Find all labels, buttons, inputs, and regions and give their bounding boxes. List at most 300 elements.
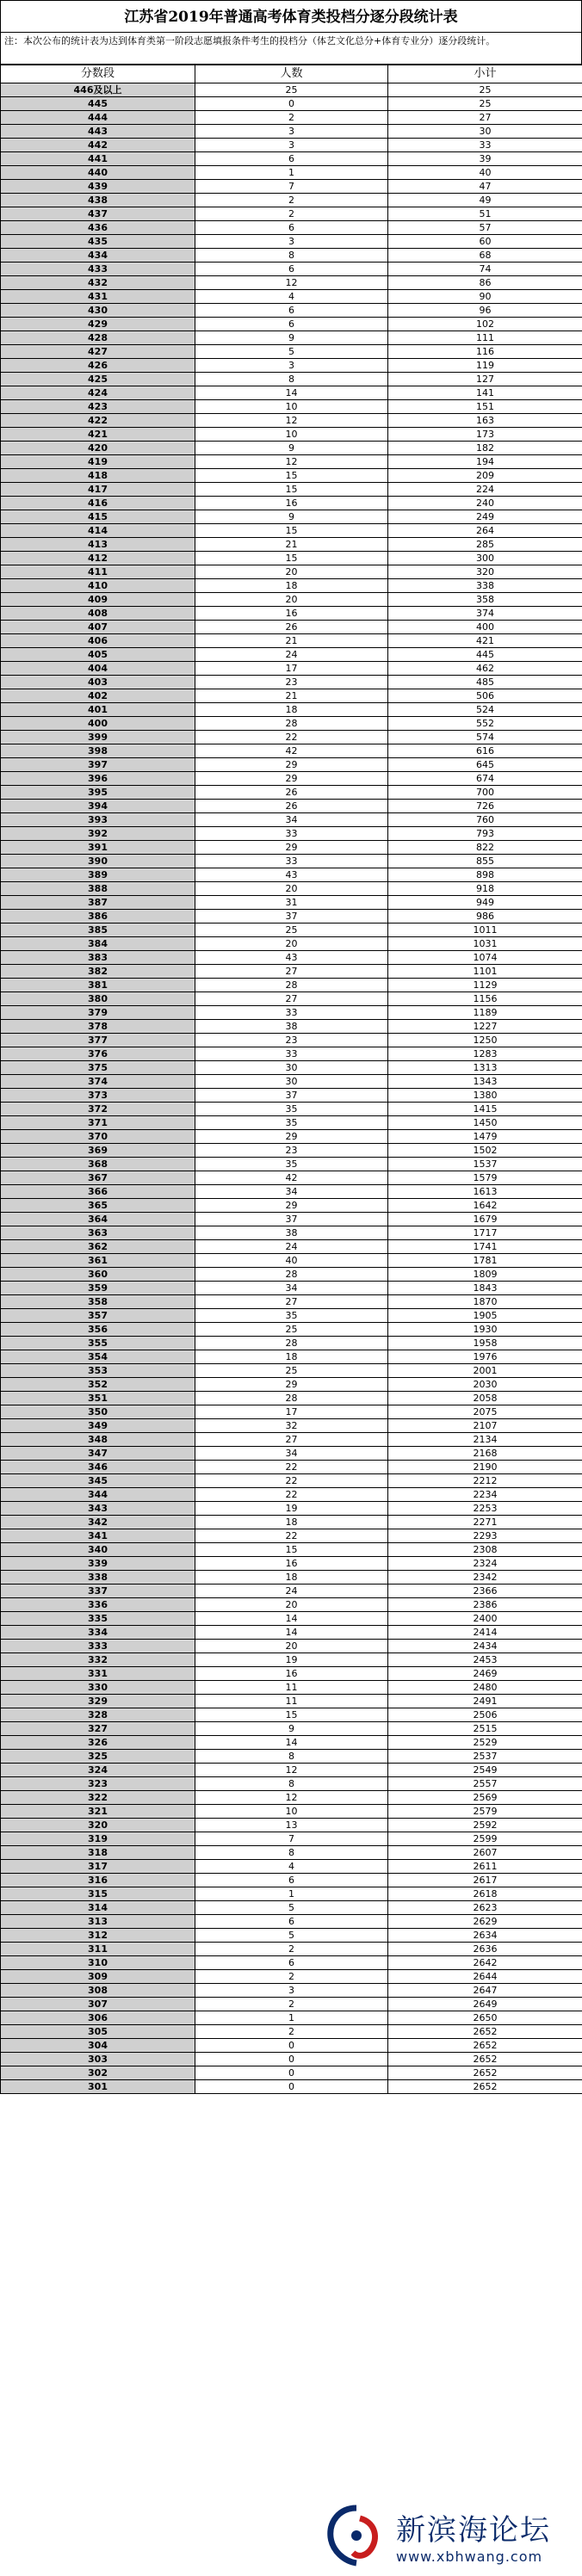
subtotal-cell: 182 [388,442,582,455]
table-row [1,400,582,414]
count-cell: 4 [195,1860,388,1874]
score-cell: 349 [1,1419,195,1433]
subtotal-cell: 90 [388,290,582,304]
table-row [1,1337,582,1350]
count-cell: 28 [195,979,388,992]
subtotal-cell: 2253 [388,1502,582,1516]
score-cell: 412 [1,552,195,565]
score-cell: 384 [1,937,195,951]
score-cell: 406 [1,634,195,648]
count-cell: 20 [195,565,388,579]
subtotal-cell: 1283 [388,1047,582,1061]
score-cell: 428 [1,331,195,345]
count-cell: 29 [195,1378,388,1392]
count-cell: 25 [195,1364,388,1378]
table-row [1,318,582,331]
score-cell: 418 [1,469,195,483]
score-cell: 371 [1,1116,195,1130]
subtotal-cell: 2617 [388,1874,582,1887]
subtotal-cell: 2642 [388,1956,582,1970]
table-row [1,1516,582,1529]
score-cell: 417 [1,483,195,497]
score-cell: 315 [1,1887,195,1901]
score-cell: 341 [1,1529,195,1543]
count-cell: 5 [195,1901,388,1915]
count-cell: 6 [195,263,388,276]
score-cell: 408 [1,607,195,621]
subtotal-cell: 2650 [388,2011,582,2025]
table-row [1,1116,582,1130]
count-cell: 6 [195,304,388,318]
table-row [1,386,582,400]
subtotal-cell: 1031 [388,937,582,951]
score-cell: 407 [1,621,195,634]
subtotal-cell: 111 [388,331,582,345]
subtotal-cell: 2001 [388,1364,582,1378]
subtotal-cell: 2515 [388,1722,582,1736]
subtotal-cell: 2434 [388,1640,582,1653]
subtotal-cell: 2324 [388,1557,582,1571]
header-score: 分数段 [1,65,195,83]
subtotal-cell: 25 [388,97,582,111]
table-row [1,1929,582,1943]
count-cell: 12 [195,1791,388,1805]
count-cell: 10 [195,428,388,442]
subtotal-cell: 2107 [388,1419,582,1433]
count-cell: 5 [195,345,388,359]
table-row [1,1309,582,1323]
score-cell: 317 [1,1860,195,1874]
subtotal-cell: 1479 [388,1130,582,1144]
count-cell: 25 [195,83,388,97]
subtotal-cell: 1156 [388,992,582,1006]
score-cell: 333 [1,1640,195,1653]
count-cell: 0 [195,2080,388,2094]
count-cell: 43 [195,868,388,882]
table-row [1,1199,582,1213]
score-cell: 374 [1,1075,195,1089]
score-cell: 332 [1,1653,195,1667]
subtotal-cell: 400 [388,621,582,634]
subtotal-cell: 1537 [388,1158,582,1171]
score-cell: 367 [1,1171,195,1185]
table-row [1,1061,582,1075]
count-cell: 5 [195,1929,388,1943]
score-cell: 400 [1,717,195,731]
subtotal-cell: 2644 [388,1970,582,1984]
table-row [1,1598,582,1612]
table-row [1,992,582,1006]
table-row [1,1213,582,1226]
score-cell: 330 [1,1681,195,1695]
table-row [1,1653,582,1667]
score-table [0,65,582,2094]
subtotal-cell: 421 [388,634,582,648]
count-cell: 3 [195,235,388,249]
count-cell: 2 [195,1970,388,1984]
subtotal-cell: 40 [388,166,582,180]
score-cell: 344 [1,1488,195,1502]
subtotal-cell: 2529 [388,1736,582,1750]
count-cell: 15 [195,552,388,565]
table-row [1,538,582,552]
count-cell: 34 [195,1447,388,1461]
count-cell: 37 [195,910,388,924]
score-cell: 427 [1,345,195,359]
score-cell: 387 [1,896,195,910]
subtotal-cell: 1250 [388,1034,582,1047]
subtotal-cell: 151 [388,400,582,414]
score-cell: 343 [1,1502,195,1516]
table-row [1,1722,582,1736]
subtotal-cell: 1227 [388,1020,582,1034]
subtotal-cell: 986 [388,910,582,924]
count-cell: 12 [195,276,388,290]
table-row [1,731,582,744]
score-cell: 434 [1,249,195,263]
table-row [1,676,582,689]
subtotal-cell: 2469 [388,1667,582,1681]
table-row [1,345,582,359]
table-row [1,910,582,924]
score-cell: 366 [1,1185,195,1199]
table-row [1,648,582,662]
subtotal-cell: 2308 [388,1543,582,1557]
score-cell: 361 [1,1254,195,1268]
table-row [1,951,582,965]
score-cell: 352 [1,1378,195,1392]
count-cell: 29 [195,1199,388,1213]
subtotal-cell: 68 [388,249,582,263]
subtotal-cell: 2400 [388,1612,582,1626]
score-cell: 382 [1,965,195,979]
count-cell: 20 [195,882,388,896]
score-cell: 379 [1,1006,195,1020]
table-row [1,1364,582,1378]
table-row [1,1585,582,1598]
subtotal-cell: 552 [388,717,582,731]
score-cell: 316 [1,1874,195,1887]
score-cell: 445 [1,97,195,111]
table-row [1,1461,582,1474]
count-cell: 33 [195,1047,388,1061]
count-cell: 8 [195,249,388,263]
count-cell: 26 [195,621,388,634]
table-row [1,1323,582,1337]
score-cell: 339 [1,1557,195,1571]
score-cell: 356 [1,1323,195,1337]
score-cell: 303 [1,2053,195,2066]
subtotal-cell: 1741 [388,1240,582,1254]
score-cell: 399 [1,731,195,744]
count-cell: 18 [195,1350,388,1364]
score-cell: 322 [1,1791,195,1805]
table-row [1,1860,582,1874]
subtotal-cell: 1930 [388,1323,582,1337]
score-cell: 347 [1,1447,195,1461]
table-row [1,139,582,152]
subtotal-cell: 2030 [388,1378,582,1392]
table-row [1,786,582,800]
table-row [1,1405,582,1419]
table-row [1,965,582,979]
count-cell: 37 [195,1213,388,1226]
table-row [1,800,582,813]
score-cell: 326 [1,1736,195,1750]
table-row [1,1240,582,1254]
count-cell: 20 [195,1640,388,1653]
table-row [1,1034,582,1047]
count-cell: 8 [195,1777,388,1791]
score-cell: 423 [1,400,195,414]
score-cell: 327 [1,1722,195,1736]
count-cell: 2 [195,2025,388,2039]
table-row [1,442,582,455]
count-cell: 24 [195,1585,388,1598]
table-row [1,221,582,235]
table-row [1,937,582,951]
score-cell: 328 [1,1708,195,1722]
table-row [1,1282,582,1295]
count-cell: 16 [195,1667,388,1681]
count-cell: 19 [195,1653,388,1667]
table-row [1,2066,582,2080]
count-cell: 28 [195,1268,388,1282]
table-row [1,1020,582,1034]
table-row [1,1695,582,1708]
score-cell: 446及以上 [1,83,195,97]
table-row [1,1543,582,1557]
subtotal-cell: 2480 [388,1681,582,1695]
score-cell: 405 [1,648,195,662]
table-row [1,1708,582,1722]
table-row [1,263,582,276]
subtotal-cell: 240 [388,497,582,510]
subtotal-cell: 2611 [388,1860,582,1874]
table-row [1,1144,582,1158]
table-row [1,428,582,442]
table-row [1,896,582,910]
score-cell: 355 [1,1337,195,1350]
subtotal-cell: 2579 [388,1805,582,1819]
score-cell: 378 [1,1020,195,1034]
count-cell: 29 [195,841,388,855]
count-cell: 35 [195,1116,388,1130]
subtotal-cell: 2652 [388,2025,582,2039]
score-cell: 369 [1,1144,195,1158]
subtotal-cell: 2652 [388,2080,582,2094]
table-row [1,180,582,194]
count-cell: 40 [195,1254,388,1268]
table-row [1,1943,582,1956]
subtotal-cell: 1450 [388,1116,582,1130]
count-cell: 27 [195,965,388,979]
score-cell: 365 [1,1199,195,1213]
subtotal-cell: 674 [388,772,582,786]
count-cell: 34 [195,1282,388,1295]
count-cell: 0 [195,97,388,111]
subtotal-cell: 616 [388,744,582,758]
score-cell: 393 [1,813,195,827]
subtotal-cell: 2058 [388,1392,582,1405]
count-cell: 33 [195,855,388,868]
count-cell: 2 [195,1998,388,2011]
score-cell: 350 [1,1405,195,1419]
subtotal-cell: 2342 [388,1571,582,1585]
count-cell: 10 [195,400,388,414]
table-row [1,111,582,125]
subtotal-cell: 822 [388,841,582,855]
score-cell: 431 [1,290,195,304]
table-row [1,703,582,717]
score-cell: 334 [1,1626,195,1640]
count-cell: 35 [195,1309,388,1323]
table-row [1,1130,582,1144]
table-row [1,1736,582,1750]
score-cell: 353 [1,1364,195,1378]
count-cell: 29 [195,772,388,786]
score-cell: 436 [1,221,195,235]
table-row [1,1075,582,1089]
score-cell: 337 [1,1585,195,1598]
table-row [1,868,582,882]
subtotal-cell: 1415 [388,1103,582,1116]
table-row [1,1047,582,1061]
count-cell: 34 [195,1185,388,1199]
count-cell: 11 [195,1681,388,1695]
score-cell: 395 [1,786,195,800]
count-cell: 8 [195,373,388,386]
subtotal-cell: 2134 [388,1433,582,1447]
count-cell: 3 [195,1984,388,1998]
count-cell: 11 [195,1695,388,1708]
score-cell: 413 [1,538,195,552]
count-cell: 0 [195,2039,388,2053]
table-row [1,1791,582,1805]
table-row [1,662,582,676]
header-count: 人数 [195,65,388,83]
count-cell: 10 [195,1805,388,1819]
table-row [1,1089,582,1103]
subtotal-cell: 2366 [388,1585,582,1598]
table-row [1,290,582,304]
subtotal-cell: 2649 [388,1998,582,2011]
score-cell: 414 [1,524,195,538]
table-row [1,593,582,607]
table-row [1,758,582,772]
score-cell: 415 [1,510,195,524]
table-row [1,207,582,221]
count-cell: 20 [195,1598,388,1612]
count-cell: 33 [195,1006,388,1020]
subtotal-cell: 1129 [388,979,582,992]
count-cell: 19 [195,1502,388,1516]
count-cell: 22 [195,1529,388,1543]
watermark-name: 新滨海论坛 [396,2512,551,2548]
score-cell: 380 [1,992,195,1006]
score-cell: 364 [1,1213,195,1226]
count-cell: 24 [195,648,388,662]
score-cell: 342 [1,1516,195,1529]
score-cell: 398 [1,744,195,758]
logo-icon [322,2501,391,2570]
table-row [1,1185,582,1199]
table-row [1,1529,582,1543]
count-cell: 1 [195,2011,388,2025]
score-cell: 351 [1,1392,195,1405]
table-row [1,510,582,524]
table-row [1,1378,582,1392]
score-cell: 370 [1,1130,195,1144]
subtotal-cell: 1313 [388,1061,582,1075]
score-cell: 336 [1,1598,195,1612]
score-cell: 362 [1,1240,195,1254]
score-cell: 386 [1,910,195,924]
count-cell: 14 [195,386,388,400]
count-cell: 22 [195,1488,388,1502]
subtotal-cell: 25 [388,83,582,97]
score-cell: 437 [1,207,195,221]
subtotal-cell: 300 [388,552,582,565]
score-cell: 368 [1,1158,195,1171]
subtotal-cell: 2293 [388,1529,582,1543]
subtotal-cell: 1905 [388,1309,582,1323]
score-cell: 372 [1,1103,195,1116]
count-cell: 27 [195,1295,388,1309]
table-row [1,1006,582,1020]
count-cell: 6 [195,1874,388,1887]
subtotal-cell: 1502 [388,1144,582,1158]
subtotal-cell: 264 [388,524,582,538]
table-row [1,1874,582,1887]
subtotal-cell: 102 [388,318,582,331]
table-row [1,979,582,992]
score-cell: 331 [1,1667,195,1681]
count-cell: 4 [195,290,388,304]
count-cell: 13 [195,1819,388,1832]
count-cell: 30 [195,1061,388,1075]
table-row [1,1777,582,1791]
score-cell: 311 [1,1943,195,1956]
subtotal-cell: 1870 [388,1295,582,1309]
subtotal-cell: 285 [388,538,582,552]
table-row [1,125,582,139]
count-cell: 24 [195,1240,388,1254]
count-cell: 14 [195,1612,388,1626]
subtotal-cell: 163 [388,414,582,428]
score-cell: 376 [1,1047,195,1061]
score-cell: 381 [1,979,195,992]
subtotal-cell: 949 [388,896,582,910]
table-row [1,2011,582,2025]
count-cell: 28 [195,1337,388,1350]
count-cell: 23 [195,1144,388,1158]
score-cell: 430 [1,304,195,318]
count-cell: 23 [195,676,388,689]
table-row [1,331,582,345]
subtotal-cell: 2386 [388,1598,582,1612]
count-cell: 8 [195,1750,388,1764]
count-cell: 23 [195,1034,388,1047]
table-row [1,1502,582,1516]
table-row [1,1392,582,1405]
count-cell: 27 [195,992,388,1006]
subtotal-cell: 506 [388,689,582,703]
score-cell: 358 [1,1295,195,1309]
subtotal-cell: 27 [388,111,582,125]
score-cell: 404 [1,662,195,676]
score-cell: 440 [1,166,195,180]
